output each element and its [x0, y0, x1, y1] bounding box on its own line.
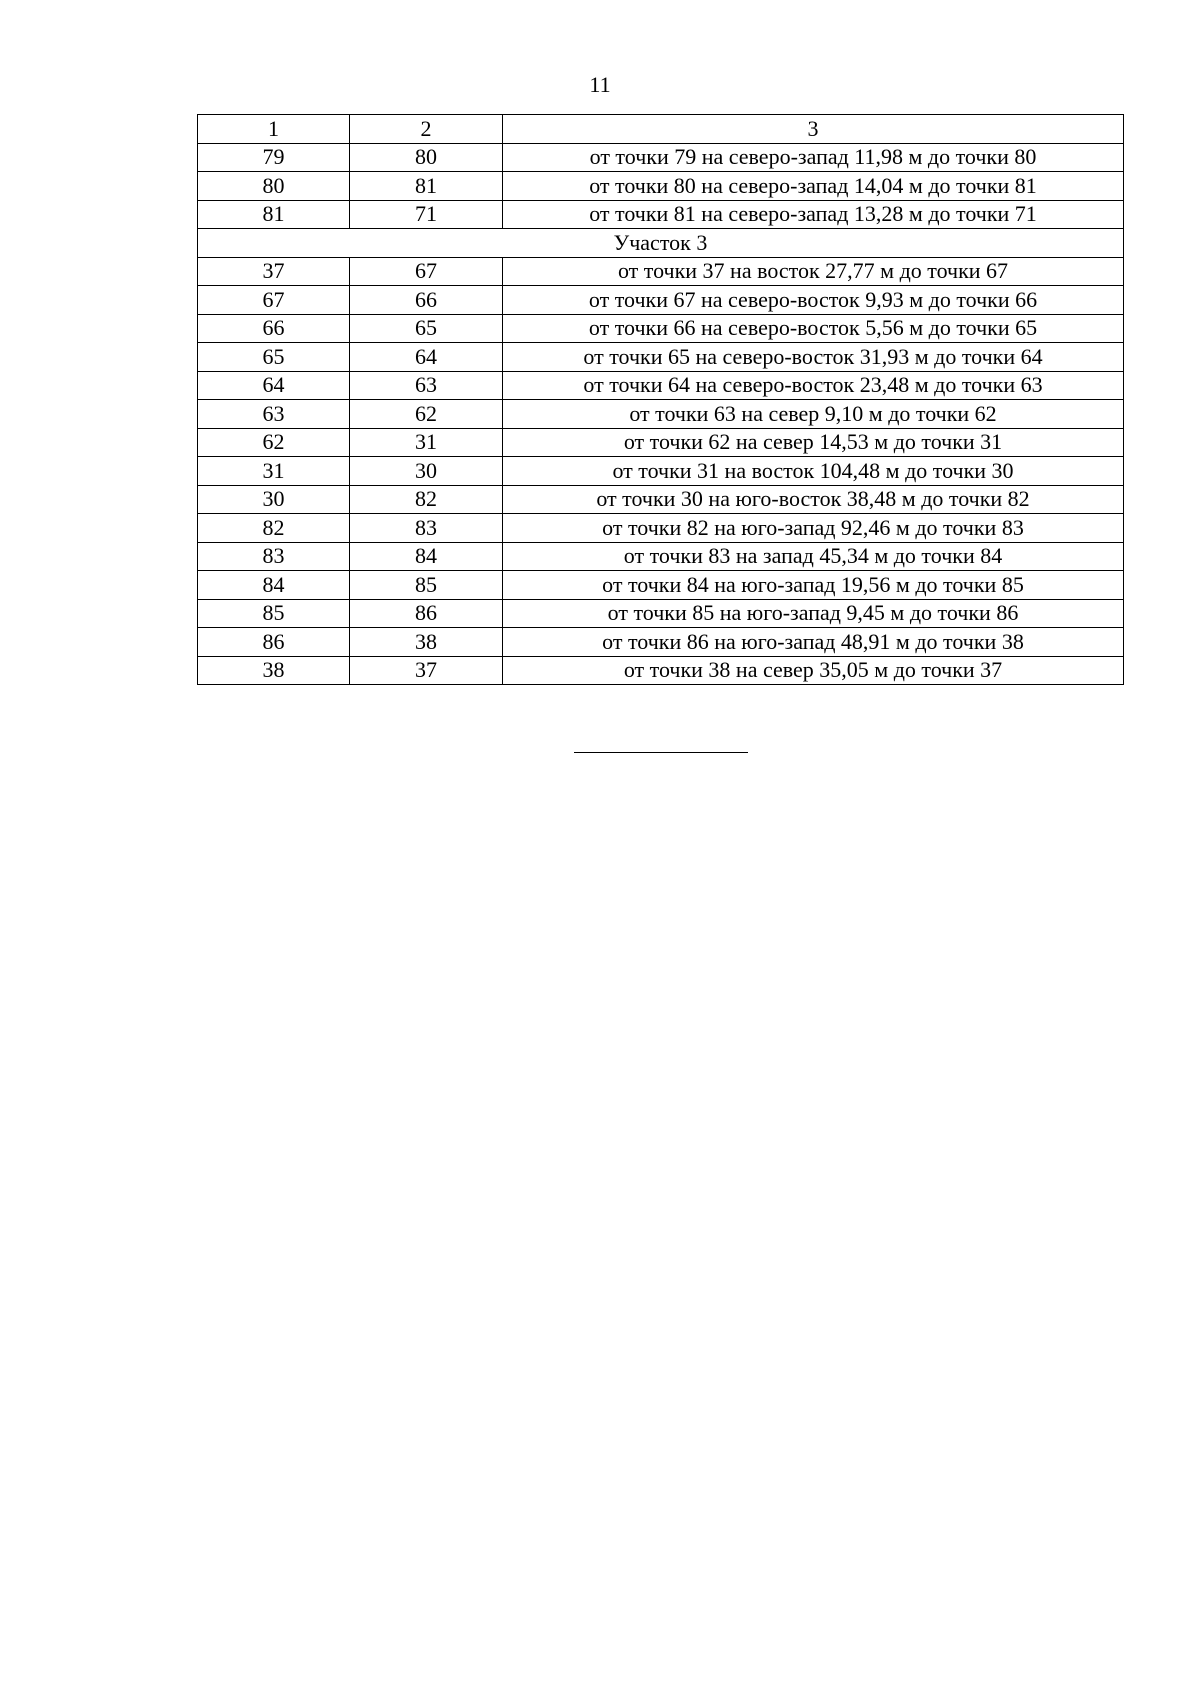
- section-row: [198, 229, 1124, 258]
- to-point-cell: 37: [350, 656, 503, 685]
- header-cell-3: 3: [503, 115, 1124, 144]
- page-number: 11: [589, 72, 611, 97]
- table-row: [198, 599, 1124, 628]
- description-cell: от точки 31 на восток 104,48 м до точки 30: [503, 457, 1124, 486]
- table-row: [198, 371, 1124, 400]
- table-row: [198, 571, 1124, 600]
- description-cell: от точки 79 на северо-запад 11,98 м до точки 80: [503, 143, 1124, 172]
- from-point-cell: 82: [198, 514, 350, 543]
- from-point-cell: 66: [198, 314, 350, 343]
- description-cell: от точки 67 на северо-восток 9,93 м до точки 66: [503, 286, 1124, 315]
- from-point-cell: 65: [198, 343, 350, 372]
- table-body: [198, 115, 1124, 685]
- to-point-cell: 83: [350, 514, 503, 543]
- description-cell: от точки 81 на северо-запад 13,28 м до точки 71: [503, 200, 1124, 229]
- table-row: [198, 257, 1124, 286]
- from-point-cell: 31: [198, 457, 350, 486]
- description-cell: от точки 30 на юго-восток 38,48 м до точки 82: [503, 485, 1124, 514]
- table-row: [198, 314, 1124, 343]
- from-point-cell: 85: [198, 599, 350, 628]
- to-point-cell: 80: [350, 143, 503, 172]
- to-point-cell: 63: [350, 371, 503, 400]
- table-row: [198, 400, 1124, 429]
- from-point-cell: 30: [198, 485, 350, 514]
- from-point-cell: 79: [198, 143, 350, 172]
- to-point-cell: 85: [350, 571, 503, 600]
- table-row: [198, 542, 1124, 571]
- from-point-cell: 86: [198, 628, 350, 657]
- to-point-cell: 71: [350, 200, 503, 229]
- description-cell: от точки 64 на северо-восток 23,48 м до точки 63: [503, 371, 1124, 400]
- to-point-cell: 67: [350, 257, 503, 286]
- to-point-cell: 82: [350, 485, 503, 514]
- closing-rule: [574, 752, 748, 753]
- table-row: [198, 628, 1124, 657]
- to-point-cell: 84: [350, 542, 503, 571]
- table-row: [198, 143, 1124, 172]
- to-point-cell: 31: [350, 428, 503, 457]
- table-row: [198, 343, 1124, 372]
- to-point-cell: 66: [350, 286, 503, 315]
- to-point-cell: 86: [350, 599, 503, 628]
- description-cell: от точки 62 на север 14,53 м до точки 31: [503, 428, 1124, 457]
- table-row: [198, 485, 1124, 514]
- to-point-cell: 65: [350, 314, 503, 343]
- table-row: [198, 457, 1124, 486]
- from-point-cell: 83: [198, 542, 350, 571]
- from-point-cell: 38: [198, 656, 350, 685]
- to-point-cell: 38: [350, 628, 503, 657]
- section-label: Участок 3: [198, 229, 1124, 258]
- from-point-cell: 64: [198, 371, 350, 400]
- header-cell-1: 1: [198, 115, 350, 144]
- description-cell: от точки 84 на юго-запад 19,56 м до точки 85: [503, 571, 1124, 600]
- from-point-cell: 37: [198, 257, 350, 286]
- boundary-description-table: [197, 114, 1124, 685]
- description-cell: от точки 38 на север 35,05 м до точки 37: [503, 656, 1124, 685]
- description-cell: от точки 37 на восток 27,77 м до точки 67: [503, 257, 1124, 286]
- table-header-row: [198, 115, 1124, 144]
- table-row: [198, 656, 1124, 685]
- description-cell: от точки 66 на северо-восток 5,56 м до точки 65: [503, 314, 1124, 343]
- table-row: [198, 200, 1124, 229]
- description-cell: от точки 83 на запад 45,34 м до точки 84: [503, 542, 1124, 571]
- from-point-cell: 80: [198, 172, 350, 201]
- description-cell: от точки 82 на юго-запад 92,46 м до точки 83: [503, 514, 1124, 543]
- from-point-cell: 67: [198, 286, 350, 315]
- to-point-cell: 81: [350, 172, 503, 201]
- description-cell: от точки 86 на юго-запад 48,91 м до точки 38: [503, 628, 1124, 657]
- table-row: [198, 172, 1124, 201]
- from-point-cell: 62: [198, 428, 350, 457]
- table-row: [198, 428, 1124, 457]
- description-cell: от точки 85 на юго-запад 9,45 м до точки 86: [503, 599, 1124, 628]
- from-point-cell: 63: [198, 400, 350, 429]
- header-cell-2: 2: [350, 115, 503, 144]
- description-cell: от точки 65 на северо-восток 31,93 м до точки 64: [503, 343, 1124, 372]
- description-cell: от точки 63 на север 9,10 м до точки 62: [503, 400, 1124, 429]
- to-point-cell: 30: [350, 457, 503, 486]
- from-point-cell: 84: [198, 571, 350, 600]
- to-point-cell: 62: [350, 400, 503, 429]
- to-point-cell: 64: [350, 343, 503, 372]
- table-row: [198, 514, 1124, 543]
- table-row: [198, 286, 1124, 315]
- from-point-cell: 81: [198, 200, 350, 229]
- description-cell: от точки 80 на северо-запад 14,04 м до точки 81: [503, 172, 1124, 201]
